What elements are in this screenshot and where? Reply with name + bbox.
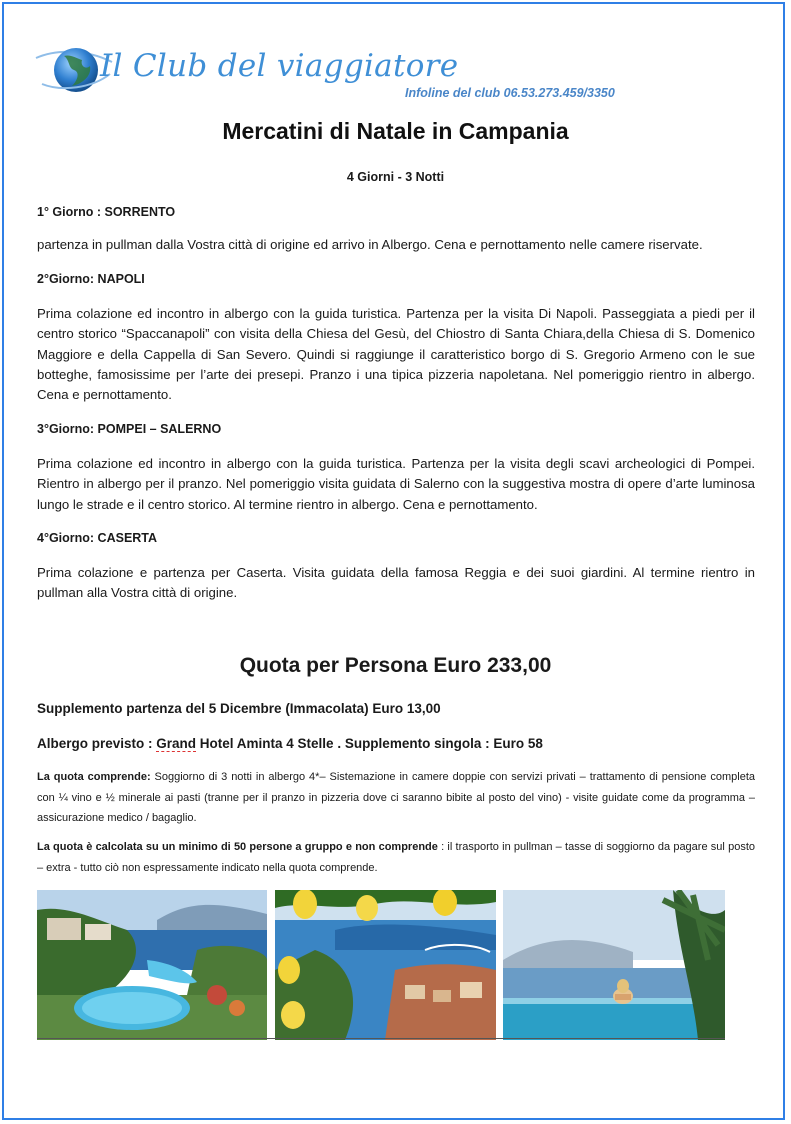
- day-3-heading: 3°Giorno: POMPEI – SALERNO: [37, 422, 222, 436]
- photo-infinity-pool: [503, 890, 725, 1040]
- day-4-heading: 4°Giorno: CASERTA: [37, 531, 158, 545]
- photo-hotel-pool: [37, 890, 267, 1040]
- page-title: Mercatini di Natale in Campania: [222, 118, 569, 144]
- hotel-line: [37, 736, 543, 751]
- excludes-note: [37, 837, 755, 878]
- logo-text: Il Club del viaggiatore: [100, 48, 459, 84]
- page-subtitle: 4 Giorni - 3 Notti: [346, 170, 445, 184]
- hotel-suffix: Hotel Aminta 4 Stelle . Supplemento singola : Euro 58: [196, 736, 543, 751]
- day-2-heading: 2°Giorno: NAPOLI: [37, 272, 145, 286]
- excludes-label: La quota è calcolata su un minimo di 50 persone a gruppo e non comprende: [37, 841, 438, 853]
- price-per-person: Quota per Persona Euro 233,00: [239, 654, 552, 677]
- supplement-line: Supplemento partenza del 5 Dicembre (Immacolata) Euro 13,00: [37, 701, 441, 716]
- day-3-text: Prima colazione ed incontro in albergo con la guida turistica. Partenza per la visita degli scavi archeologici di Pompei. Rientro in albergo per il pranzo. Nel pomeriggio visita guidata di Salerno con la suggestiva mostra di opere d’arte luminosa lungo le strade e il centro storico. Al termine rientro in albergo. Cena e pernottamento.: [37, 456, 755, 512]
- includes-label: La quota comprende:: [37, 771, 151, 783]
- hotel-name-spellcheck: Grand: [156, 736, 197, 751]
- day-2-text: Prima colazione ed incontro in albergo con la guida turistica. Partenza per la visita Di Napoli. Passeggiata a piedi per il centro storico “Spaccanapoli” con visita della Chiesa del Gesù, del Chiostro di Santa Chiara,della Chiesa di S. Domenico Maggiore e della Cappella di San Severo. Quindi si raggiunge il caratteristico borgo di S. Gregorio Armeno con le sue botteghe, famosissime per l’arte dei presepi. Pranzo i una tipica pizzeria napoletana. Nel pomeriggio rientro in albergo. Cena e pernottamento.: [37, 306, 755, 403]
- day-1-text: partenza in pullman dalla Vostra città di origine ed arrivo in Albergo. Cena e pernottamento nelle camere riservate.: [37, 237, 703, 252]
- includes-note: [37, 767, 755, 829]
- includes-text: Soggiorno di 3 notti in albergo 4*– Sistemazione in camere doppie con servizi privati – trattamento di pensione completa con ¼ vino e ½ minerale ai pasti (tranne per il pranzo in pizzeria dove ci saranno bibite al posto del vino) - visite guidate come da programma – assicurazione medico / bagaglio.: [37, 771, 755, 824]
- hotel-prefix: Albergo previsto :: [37, 736, 157, 751]
- bottom-rule: [37, 1038, 725, 1039]
- photo-sorrento-lemons: [275, 890, 496, 1040]
- excludes-text: : il trasporto in pullman – tasse di soggiorno da pagare sul posto – extra - tutto ciò non espressamente indicato nella quota comprende.: [37, 841, 755, 874]
- club-logo: [34, 40, 459, 100]
- day-4-text: Prima colazione e partenza per Caserta. Visita guidata della famosa Reggia e dei suoi giardini. Al termine rientro in pullman alla Vostra città di origine.: [37, 565, 755, 601]
- infoline: Infoline del club 06.53.273.459/3350: [405, 86, 615, 100]
- day-1-heading: 1° Giorno : SORRENTO: [37, 205, 176, 219]
